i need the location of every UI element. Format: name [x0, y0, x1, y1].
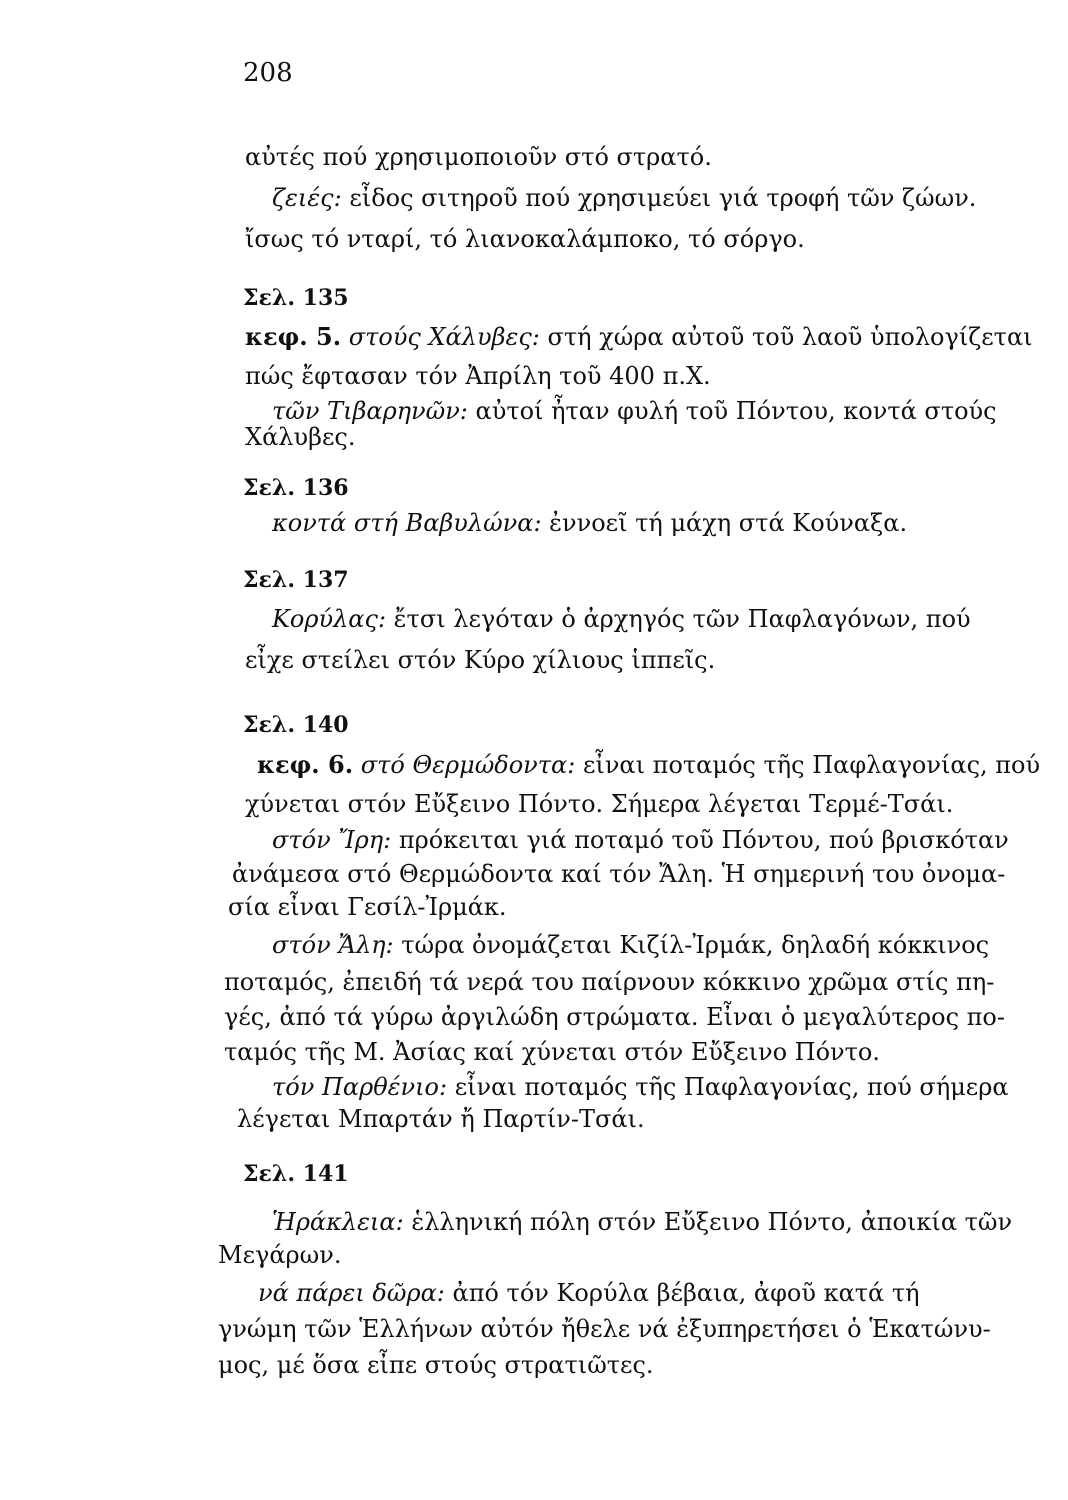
glossary-term: κοντά στή Βαβυλώνα: — [272, 509, 542, 537]
glossary-text: ἔτσι λεγόταν ὁ ἀρχηγός τῶν Παφλαγόνων, πού — [393, 605, 971, 633]
text-line — [272, 183, 976, 213]
section-heading: Σελ. 135 — [243, 285, 349, 311]
text-line — [257, 750, 1040, 780]
glossary-text: ἐννοεῖ τή μάχη στά Κούναξα. — [549, 509, 908, 537]
glossary-text: εἶδος σιτηροῦ πού χρησιμεύει γιά τροφή τῶν ζώων. — [349, 184, 977, 212]
page-number: 208 — [243, 58, 293, 88]
text-line: γνώμη τῶν Ἑλλήνων αὐτόν ἤθελε νά ἐξυπηρετήσει ὁ Ἑκατώνυ- — [218, 1315, 991, 1343]
text-line: αὐτές πού χρησιμοποιοῦν στό στρατό. — [245, 143, 712, 171]
glossary-text: ἑλληνική πόλη στόν Εὔξεινο Πόντο, ἀποικία τῶν — [411, 1208, 1013, 1236]
text-line: σία εἶναι Γεσίλ-Ἰρμάκ. — [228, 893, 507, 921]
text-line: ποταμός, ἐπειδή τά νερά του παίρνουν κόκκινο χρῶμα στίς πη- — [224, 968, 995, 996]
glossary-text: πρόκειται γιά ποταμό τοῦ Πόντου, πού βρισκόταν — [398, 826, 1009, 854]
text-line — [272, 1072, 1009, 1102]
text-line: Μεγάρων. — [218, 1241, 342, 1269]
glossary-text: εἶναι ποταμός τῆς Παφλαγονίας, πού σήμερα — [454, 1073, 1009, 1101]
glossary-term: στό Θερμώδοντα: — [360, 751, 576, 779]
text-line: πώς ἔφτασαν τόν Ἀπρίλη τοῦ 400 π.Χ. — [245, 362, 711, 390]
text-line: ἴσως τό νταρί, τό λιανοκαλάμποκο, τό σόργο. — [245, 225, 805, 253]
text-line — [272, 508, 907, 538]
section-heading: Σελ. 137 — [243, 567, 349, 593]
glossary-text: εἶναι ποταμός τῆς Παφλαγονίας, πού — [582, 751, 1041, 779]
section-heading: Σελ. 140 — [243, 712, 349, 738]
glossary-term: ζειές: — [272, 184, 342, 212]
text-line — [245, 322, 1033, 352]
text-line: λέγεται Μπαρτάν ἤ Παρτίν-Τσάι. — [237, 1105, 645, 1133]
text-line: Χάλυβες. — [245, 423, 356, 451]
glossary-term: τῶν Τιβαρηνῶν: — [272, 397, 468, 425]
glossary-term: στόν Ἴρη: — [272, 826, 392, 854]
text-line — [272, 396, 997, 426]
glossary-term: τόν Παρθένιο: — [272, 1073, 448, 1101]
glossary-text: τώρα ὀνομάζεται Κιζίλ-Ἰρμάκ, δηλαδή κόκκινος — [401, 931, 990, 959]
glossary-text: αὐτοί ἦταν φυλή τοῦ Πόντου, κοντά στούς — [475, 397, 997, 425]
text-line — [272, 825, 1009, 855]
glossary-term: στούς Χάλυβες: — [348, 323, 540, 351]
glossary-term: στόν Ἄλη: — [272, 931, 394, 959]
text-line: γές, ἀπό τά γύρω ἀργιλώδη στρώματα. Εἶναι ὁ μεγαλύτερος πο- — [224, 1003, 1005, 1031]
text-line: ταμός τῆς Μ. Ἀσίας καί χύνεται στόν Εὔξεινο Πόντο. — [224, 1038, 880, 1066]
section-heading: Σελ. 136 — [243, 475, 349, 501]
glossary-term: Κορύλας: — [272, 605, 387, 633]
chapter-label: κεφ. 5. — [245, 322, 342, 351]
glossary-text: ἀπό τόν Κορύλα βέβαια, ἀφοῦ κατά τή — [452, 1279, 920, 1307]
glossary-term: Ἡράκλεια: — [272, 1208, 404, 1236]
text-line: ἀνάμεσα στό Θερμώδοντα καί τόν Ἄλη. Ἡ σημερινή του ὀνομα- — [232, 860, 1006, 888]
glossary-text: στή χώρα αὐτοῦ τοῦ λαοῦ ὑπολογίζεται — [547, 323, 1033, 351]
chapter-label: κεφ. 6. — [257, 750, 354, 779]
text-line: μος, μέ ὅσα εἶπε στούς στρατιῶτες. — [218, 1351, 654, 1379]
text-line — [272, 1207, 1012, 1237]
text-line — [272, 930, 989, 960]
text-line: χύνεται στόν Εὔξεινο Πόντο. Σήμερα λέγεται Τερμέ-Τσάι. — [245, 790, 954, 818]
section-heading: Σελ. 141 — [243, 1161, 349, 1187]
text-line — [272, 604, 971, 634]
text-line — [258, 1278, 920, 1308]
text-line: εἶχε στείλει στόν Κύρο χίλιους ἱππεῖς. — [245, 646, 716, 674]
glossary-term: νά πάρει δῶρα: — [258, 1279, 445, 1307]
